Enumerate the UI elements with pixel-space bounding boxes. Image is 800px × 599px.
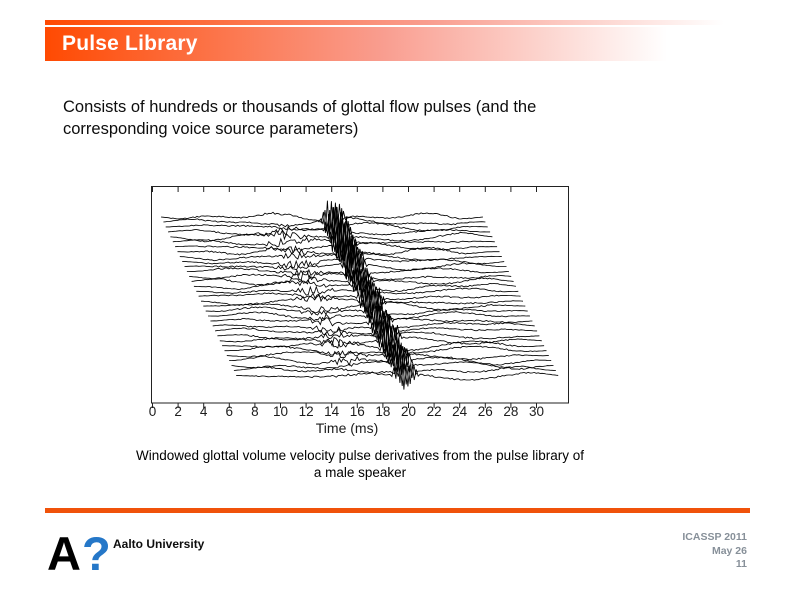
body-text-line: corresponding voice source parameters) — [63, 119, 359, 138]
x-axis-tick-label: 16 — [349, 404, 365, 419]
footer-date: May 26 — [711, 544, 747, 557]
title-accent-line — [45, 20, 745, 25]
x-axis-label: Time (ms) — [315, 420, 379, 436]
aalto-logo-question-mark-icon: ? — [81, 527, 108, 580]
x-axis-tick-label: 10 — [272, 404, 289, 419]
x-axis-tick-label: 12 — [298, 404, 314, 419]
x-axis-tick-label: 30 — [528, 404, 545, 419]
x-axis-tick-label: 2 — [174, 404, 182, 419]
x-axis-tick-label: 0 — [148, 404, 157, 419]
x-axis-tick-label: 18 — [375, 404, 391, 419]
x-axis-tick-label: 26 — [477, 404, 493, 419]
body-text — [63, 97, 703, 140]
pulse-waterfall-figure — [148, 186, 569, 448]
figure-caption-line: Windowed glottal volume velocity pulse derivatives from the pulse library of — [136, 448, 584, 463]
aalto-logo-letter-a: A — [47, 527, 78, 580]
x-axis-tick-label: 22 — [426, 404, 442, 419]
x-axis-tick-label: 8 — [251, 404, 259, 419]
x-axis-tick-label: 6 — [225, 404, 234, 419]
footer-conference: ICASSP 2011 — [682, 531, 747, 543]
footer-page-number: 11 — [735, 558, 747, 570]
figure-caption-line: a male speaker — [313, 465, 407, 480]
body-text-line: Consists of hundreds or thousands of glottal flow pulses (and the — [63, 98, 537, 116]
footer-info — [682, 531, 747, 572]
pulse-waterfall-chart — [151, 186, 569, 410]
footer-divider-line — [45, 508, 750, 513]
x-axis-tick-label: 20 — [400, 404, 417, 419]
x-axis-tick-label: 4 — [199, 404, 208, 419]
x-tick-labels — [148, 404, 569, 420]
figure-caption — [100, 447, 620, 481]
x-axis-tick-label: 14 — [324, 404, 340, 419]
title-banner — [45, 27, 693, 61]
university-name: Aalto University — [113, 537, 205, 551]
aalto-logo — [47, 527, 108, 580]
slide-title: Pulse Library — [62, 32, 198, 55]
x-axis-tick-label: 28 — [503, 404, 519, 419]
x-axis-tick-label: 24 — [452, 404, 468, 419]
